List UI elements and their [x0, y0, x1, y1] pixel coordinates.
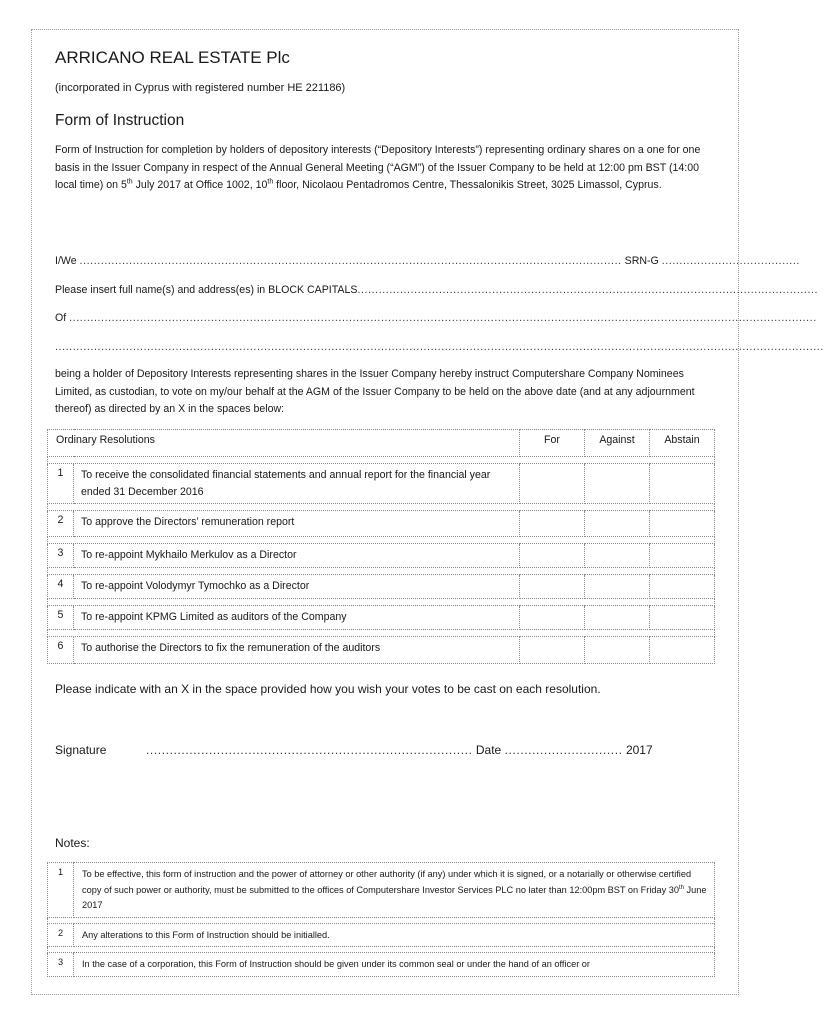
resolution-number-cell: [48, 606, 74, 630]
resolution-number: 3: [57, 547, 64, 559]
intro-paragraph: [55, 142, 715, 195]
resolution-row-5: [48, 606, 715, 630]
note-row-3: [48, 953, 715, 977]
resolution-text-cell: [74, 575, 520, 599]
address-line[interactable]: [55, 340, 824, 355]
vote-against-box[interactable]: [585, 575, 650, 599]
resolution-text-cell: [74, 511, 520, 537]
resolution-number: 5: [57, 609, 64, 621]
table-spacer: [48, 504, 715, 511]
resolution-number: 2: [57, 514, 64, 526]
notes-title: Notes:: [55, 836, 90, 850]
vote-against-box[interactable]: [585, 511, 650, 537]
resolution-row-1: [48, 464, 715, 504]
incorporation-note: (incorporated in Cyprus with registered number HE 221186): [55, 82, 346, 94]
vote-for-box[interactable]: [520, 544, 585, 568]
vote-abstain-box[interactable]: [650, 637, 715, 664]
resolution-text: To re-appoint KPMG Limited as auditors of the Company: [81, 611, 347, 623]
resolution-number-cell: [48, 464, 74, 504]
note-text-cell: [74, 863, 715, 918]
company-name: ARRICANO REAL ESTATE Plc: [55, 48, 290, 67]
resolutions-header-row: [48, 430, 715, 457]
resolution-row-3: [48, 544, 715, 568]
address-dots: .........................................................................................................................................................................................................................: [55, 341, 824, 353]
resolution-row-4: [48, 575, 715, 599]
note-text: Any alterations to this Form of Instruction should be initialled.: [82, 929, 330, 940]
col-against-label: Against: [599, 434, 635, 446]
resolution-row-2: [48, 511, 715, 537]
vote-abstain-box[interactable]: [650, 575, 715, 599]
note-1-sup: th: [678, 884, 684, 891]
note-text-cell: [74, 953, 715, 977]
date-label: Date: [475, 743, 502, 757]
of-label: Of: [55, 312, 67, 324]
note-number-cell: [48, 923, 74, 947]
table-spacer: [48, 457, 715, 464]
resolution-text-cell: [74, 544, 520, 568]
intro-sup-1: th: [126, 178, 133, 186]
intro-text-2: July 2017 at Office 1002, 10: [132, 179, 268, 191]
table-spacer: [48, 537, 715, 544]
srn-label: SRN-G: [624, 255, 659, 267]
srn-dots: .......................................: [661, 255, 800, 267]
date-dots: ..............................: [504, 743, 623, 757]
vote-against-box[interactable]: [585, 606, 650, 630]
resolution-number: 4: [57, 578, 64, 590]
date-year: 2017: [625, 743, 653, 757]
vote-for-box[interactable]: [520, 606, 585, 630]
resolution-number: 1: [57, 467, 64, 479]
intro-text-1: Form of Instruction for completion by holders of depository interests (“Depository Interests”) representing ordinary shares on a one for one basis in the Issuer Company in respect of the Annual General Meeting (“AGM”) of the Issuer Company to be held at 12:00 pm BST (14:00 local time) on 5: [55, 144, 701, 191]
resolution-number-cell: [48, 544, 74, 568]
vote-for-box[interactable]: [520, 511, 585, 537]
resolution-number-cell: [48, 637, 74, 664]
table-spacer: [48, 630, 715, 637]
resolution-text: To authorise the Directors to fix the remuneration of the auditors: [81, 642, 381, 654]
resolution-text: To approve the Directors’ remuneration report: [81, 516, 295, 528]
vote-abstain-box[interactable]: [650, 606, 715, 630]
resolution-row-6: [48, 637, 715, 664]
resolution-number: 6: [57, 640, 64, 652]
note-number-cell: [48, 953, 74, 977]
note-1-text-end: June 2017: [82, 884, 707, 910]
col-for-label: For: [544, 434, 560, 446]
iwe-line[interactable]: [55, 254, 800, 269]
resolution-text: To re-appoint Volodymyr Tymochko as a Director: [81, 580, 310, 592]
resolution-number-cell: [48, 511, 74, 537]
note-text: [74, 863, 714, 917]
resolution-number-cell: [48, 575, 74, 599]
vote-for-box[interactable]: [520, 575, 585, 599]
capitals-dots: ..................................................................................................................................: [357, 284, 819, 296]
vote-against-box[interactable]: [585, 544, 650, 568]
capitals-label: Please insert full name(s) and address(es) in BLOCK CAPITALS: [55, 284, 358, 296]
iwe-label: I/We: [55, 255, 77, 267]
resolutions-header-cell: [48, 430, 520, 457]
note-number: 1: [57, 867, 64, 877]
signature-dots: ...................................................................................: [146, 743, 473, 757]
resolution-text-cell: [74, 637, 520, 664]
note-text-cell: [74, 923, 715, 947]
intro-text-3: floor, Nicolaou Pentadromos Centre, Thessalonikis Street, 3025 Limassol, Cyprus.: [273, 179, 662, 191]
vote-against-box[interactable]: [585, 637, 650, 664]
notes-table: [47, 862, 715, 977]
vote-for-box[interactable]: [520, 464, 585, 504]
vote-abstain-box[interactable]: [650, 511, 715, 537]
resolution-text-cell: [74, 464, 520, 504]
signature-line[interactable]: [146, 743, 653, 757]
col-against-header: [585, 430, 650, 457]
resolutions-header: Ordinary Resolutions: [56, 434, 155, 446]
col-for-header: [520, 430, 585, 457]
resolution-text: To re-appoint Mykhailo Merkulov as a Director: [81, 549, 297, 561]
vote-abstain-box[interactable]: [650, 464, 715, 504]
note-number: 3: [57, 957, 64, 967]
note-row-2: [48, 923, 715, 947]
resolution-text: To receive the consolidated financial statements and annual report for the financial year ended 31 December 2016: [81, 469, 491, 498]
intro-sup-2: th: [267, 178, 274, 186]
form-title: Form of Instruction: [55, 112, 185, 129]
note-1-text: To be effective, this form of instruction and the power of attorney or other authority (if any) under which it is signed, or a notarially or otherwise certified copy of such power or authority, must be submitted to the offices of Computershare Investor Services PLC no later than 12:00pm BST on Friday 30: [82, 869, 692, 895]
iwe-dots: .........................................................................................................................................................: [79, 255, 622, 267]
vote-for-box[interactable]: [520, 637, 585, 664]
holder-paragraph: being a holder of Depository Interests representing shares in the Issuer Company hereby instruct Computershare Company Nominees Limited, as custodian, to vote on my/our behalf at the AGM of the Issuer Company to be held on the above date (and at any adjournment thereof) as directed by an X in the spaces below:: [55, 368, 695, 415]
of-line[interactable]: [55, 311, 817, 326]
resolution-text-cell: [74, 606, 520, 630]
col-abstain-header: [650, 430, 715, 457]
note-text: In the case of a corporation, this Form of Instruction should be given under its common seal or under the hand of an officer or: [82, 959, 590, 969]
vote-against-box[interactable]: [585, 464, 650, 504]
capitals-line[interactable]: [55, 283, 819, 298]
table-spacer: [48, 599, 715, 606]
note-row-1: [48, 863, 715, 918]
indicate-instruction: Please indicate with an X in the space provided how you wish your votes to be cast on each resolution.: [55, 682, 601, 696]
of-dots: ...................................................................................................................................................................................................................: [69, 312, 817, 324]
signature-label: Signature: [55, 743, 107, 757]
vote-abstain-box[interactable]: [650, 544, 715, 568]
table-spacer: [48, 568, 715, 575]
note-number: 2: [57, 927, 64, 938]
note-number-cell: [48, 863, 74, 918]
resolutions-table: [47, 429, 715, 664]
col-abstain-label: Abstain: [664, 434, 700, 446]
